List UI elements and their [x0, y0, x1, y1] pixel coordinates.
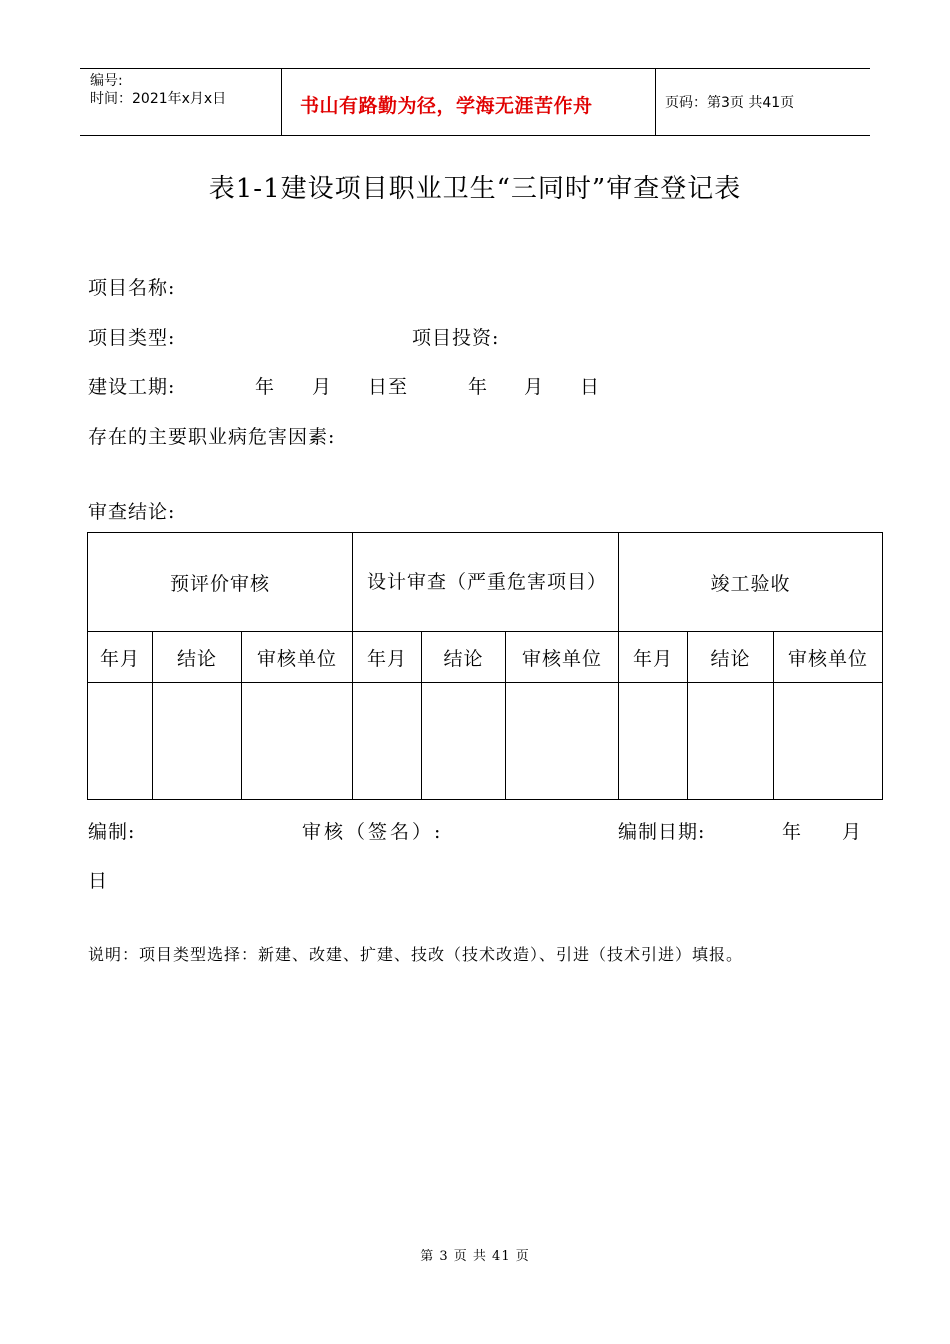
period-month-2: 月: [524, 376, 545, 398]
subheader-conclusion: 结论: [688, 632, 774, 683]
header-number-label: 编号:: [90, 73, 123, 89]
table-cell[interactable]: [619, 683, 688, 800]
table-cell[interactable]: [353, 683, 422, 800]
review-register-table: [87, 532, 883, 800]
table-cell[interactable]: [506, 683, 619, 800]
header-top-rule: [80, 68, 870, 69]
subheader-year-month: 年月: [619, 632, 688, 683]
table-cell[interactable]: [242, 683, 353, 800]
compiled-by-label: 编制:: [88, 821, 136, 843]
table-cell[interactable]: [774, 683, 883, 800]
explanation-note: 说明：项目类型选择：新建、改建、扩建、技改（技术改造）、引进（技术引进）填报。: [88, 945, 744, 964]
period-year-2: 年: [468, 376, 489, 398]
subheader-year-month: 年月: [88, 632, 153, 683]
group-completion-acceptance: 竣工验收: [619, 533, 883, 632]
subheader-review-unit: 审核单位: [774, 632, 883, 683]
header-divider-left: [281, 68, 282, 135]
table-cell[interactable]: [88, 683, 153, 800]
construction-period-label: 建设工期:: [88, 376, 176, 398]
period-day-2: 日: [580, 376, 601, 398]
group-design-review: 设计审查（严重危害项目）: [353, 533, 619, 632]
period-year-1: 年: [255, 376, 276, 398]
period-month-1: 月: [312, 376, 333, 398]
compile-date-label: 编制日期:: [618, 821, 706, 843]
document-title: 表1-1建设项目职业卫生“三同时”审查登记表: [208, 174, 742, 204]
project-investment-label: 项目投资:: [412, 327, 500, 349]
page-footer: 第 3 页 共 41 页: [420, 1249, 530, 1264]
compile-date-month: 月: [842, 821, 863, 843]
period-day-to: 日至: [368, 376, 409, 398]
header-divider-right: [655, 68, 656, 135]
project-type-label: 项目类型:: [88, 327, 176, 349]
header-bottom-rule: [80, 135, 870, 136]
subheader-review-unit: 审核单位: [506, 632, 619, 683]
table-cell[interactable]: [688, 683, 774, 800]
subheader-conclusion: 结论: [422, 632, 506, 683]
project-name-label: 项目名称:: [88, 277, 176, 299]
table-cell[interactable]: [153, 683, 242, 800]
table-cell[interactable]: [422, 683, 506, 800]
header-motto: 书山有路勤为径，学海无涯苦作舟: [300, 95, 593, 117]
subheader-review-unit: 审核单位: [242, 632, 353, 683]
group-pre-evaluation: 预评价审核: [88, 533, 353, 632]
subheader-conclusion: 结论: [153, 632, 242, 683]
reviewed-by-label: 审核（签名）:: [302, 821, 444, 843]
header-page-label: 页码：第3页 共41页: [665, 95, 795, 111]
hazards-label: 存在的主要职业病危害因素:: [88, 426, 336, 448]
compile-date-year: 年: [782, 821, 803, 843]
header-time-label: 时间：2021年x月x日: [90, 91, 227, 107]
conclusion-label: 审查结论:: [88, 501, 176, 523]
compile-date-day: 日: [88, 870, 109, 892]
subheader-year-month: 年月: [353, 632, 422, 683]
